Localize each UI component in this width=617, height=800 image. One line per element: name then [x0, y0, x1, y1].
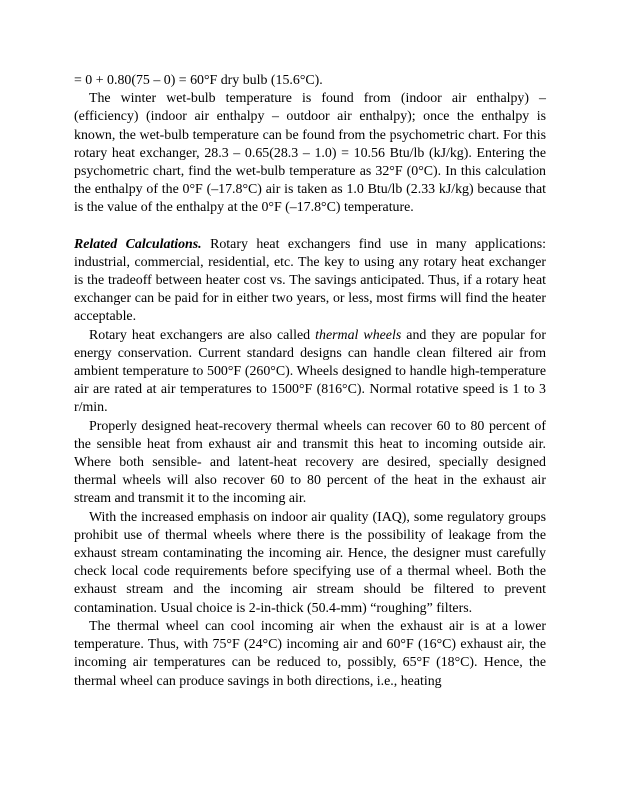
run-in-heading: Related Calculations. [74, 236, 202, 252]
paragraph-text-post: and they are popular for energy conservation. Current standard designs can handle clean filtered air from ambient temperature to 500°F (260°C). Wheels designed to handle high-temperature air are rated at air temperatures to 1500°F (816°C). Normal rotative speed is 1 to 3 r/min. [74, 327, 546, 416]
paragraph-iaq: With the increased emphasis on indoor air quality (IAQ), some regulatory groups prohibit use of thermal wheels where there is the possibility of leakage from the exhaust stream contaminating the incoming air. Hence, the designer must carefully check local code requirements before specifying use of a thermal wheel. Both the exhaust stream and the incoming air stream should be filtered to prevent contamination. Usual choice is 2-in-thick (50.4-mm) “roughing” filters. [74, 509, 546, 616]
emphasized-term: thermal wheels [315, 327, 402, 343]
paragraph-heat-recovery: Properly designed heat-recovery thermal wheels can recover 60 to 80 percent of the sensible heat from exhaust air and transmit this heat to incoming outside air. Where both sensible- and latent-heat recovery are desired, specially designed thermal wheels will also recover 60 to 80 percent of the heat in the exhaust air stream and transmit it to the incoming air. [74, 418, 546, 507]
paragraph-cooling: The thermal wheel can cool incoming air when the exhaust air is at a lower temperature. Thus, with 75°F (24°C) incoming air and 60°F (16°C) exhaust air, the incoming air temperatures can be reduced to, possibly, 65°F (18°C). Hence, the thermal wheel can produce savings in both directions, i.e., heating [74, 618, 546, 689]
document-page [74, 72, 546, 691]
paragraph-text-pre: Rotary heat exchangers are also called [89, 327, 316, 343]
paragraph-thermal-wheels [74, 327, 546, 418]
paragraph-text: Rotary heat exchangers find use in many applications: industrial, commercial, residential, etc. The key to using any rotary heat exchanger is the tradeoff between heater cost vs. The savings anticipated. Thus, if a rotary heat exchanger can be paid for in either two years, or less, most firms will find the heater acceptable. [74, 236, 547, 325]
paragraph-spacer [74, 218, 546, 236]
paragraph-related-calculations [74, 236, 546, 327]
paragraph-wet-bulb: The winter wet-bulb temperature is found from (indoor air enthalpy) – (efficiency) (indoor air enthalpy – outdoor air enthalpy); once the enthalpy is known, the wet-bulb temperature can be found from the psychometric chart. For this rotary heat exchanger, 28.3 – 0.65(28.3 – 1.0) = 10.56 Btu/lb (kJ/kg). Entering the psychometric chart, find the wet-bulb temperature as 32°F (0°C). In this calculation the enthalpy of the 0°F (–17.8°C) air is taken as 1.0 Btu/lb (2.33 kJ/kg) because that is the value of the enthalpy at the 0°F (–17.8°C) temperature. [74, 91, 546, 216]
paragraph-equation-result: = 0 + 0.80(75 – 0) = 60°F dry bulb (15.6°C). [74, 73, 323, 88]
